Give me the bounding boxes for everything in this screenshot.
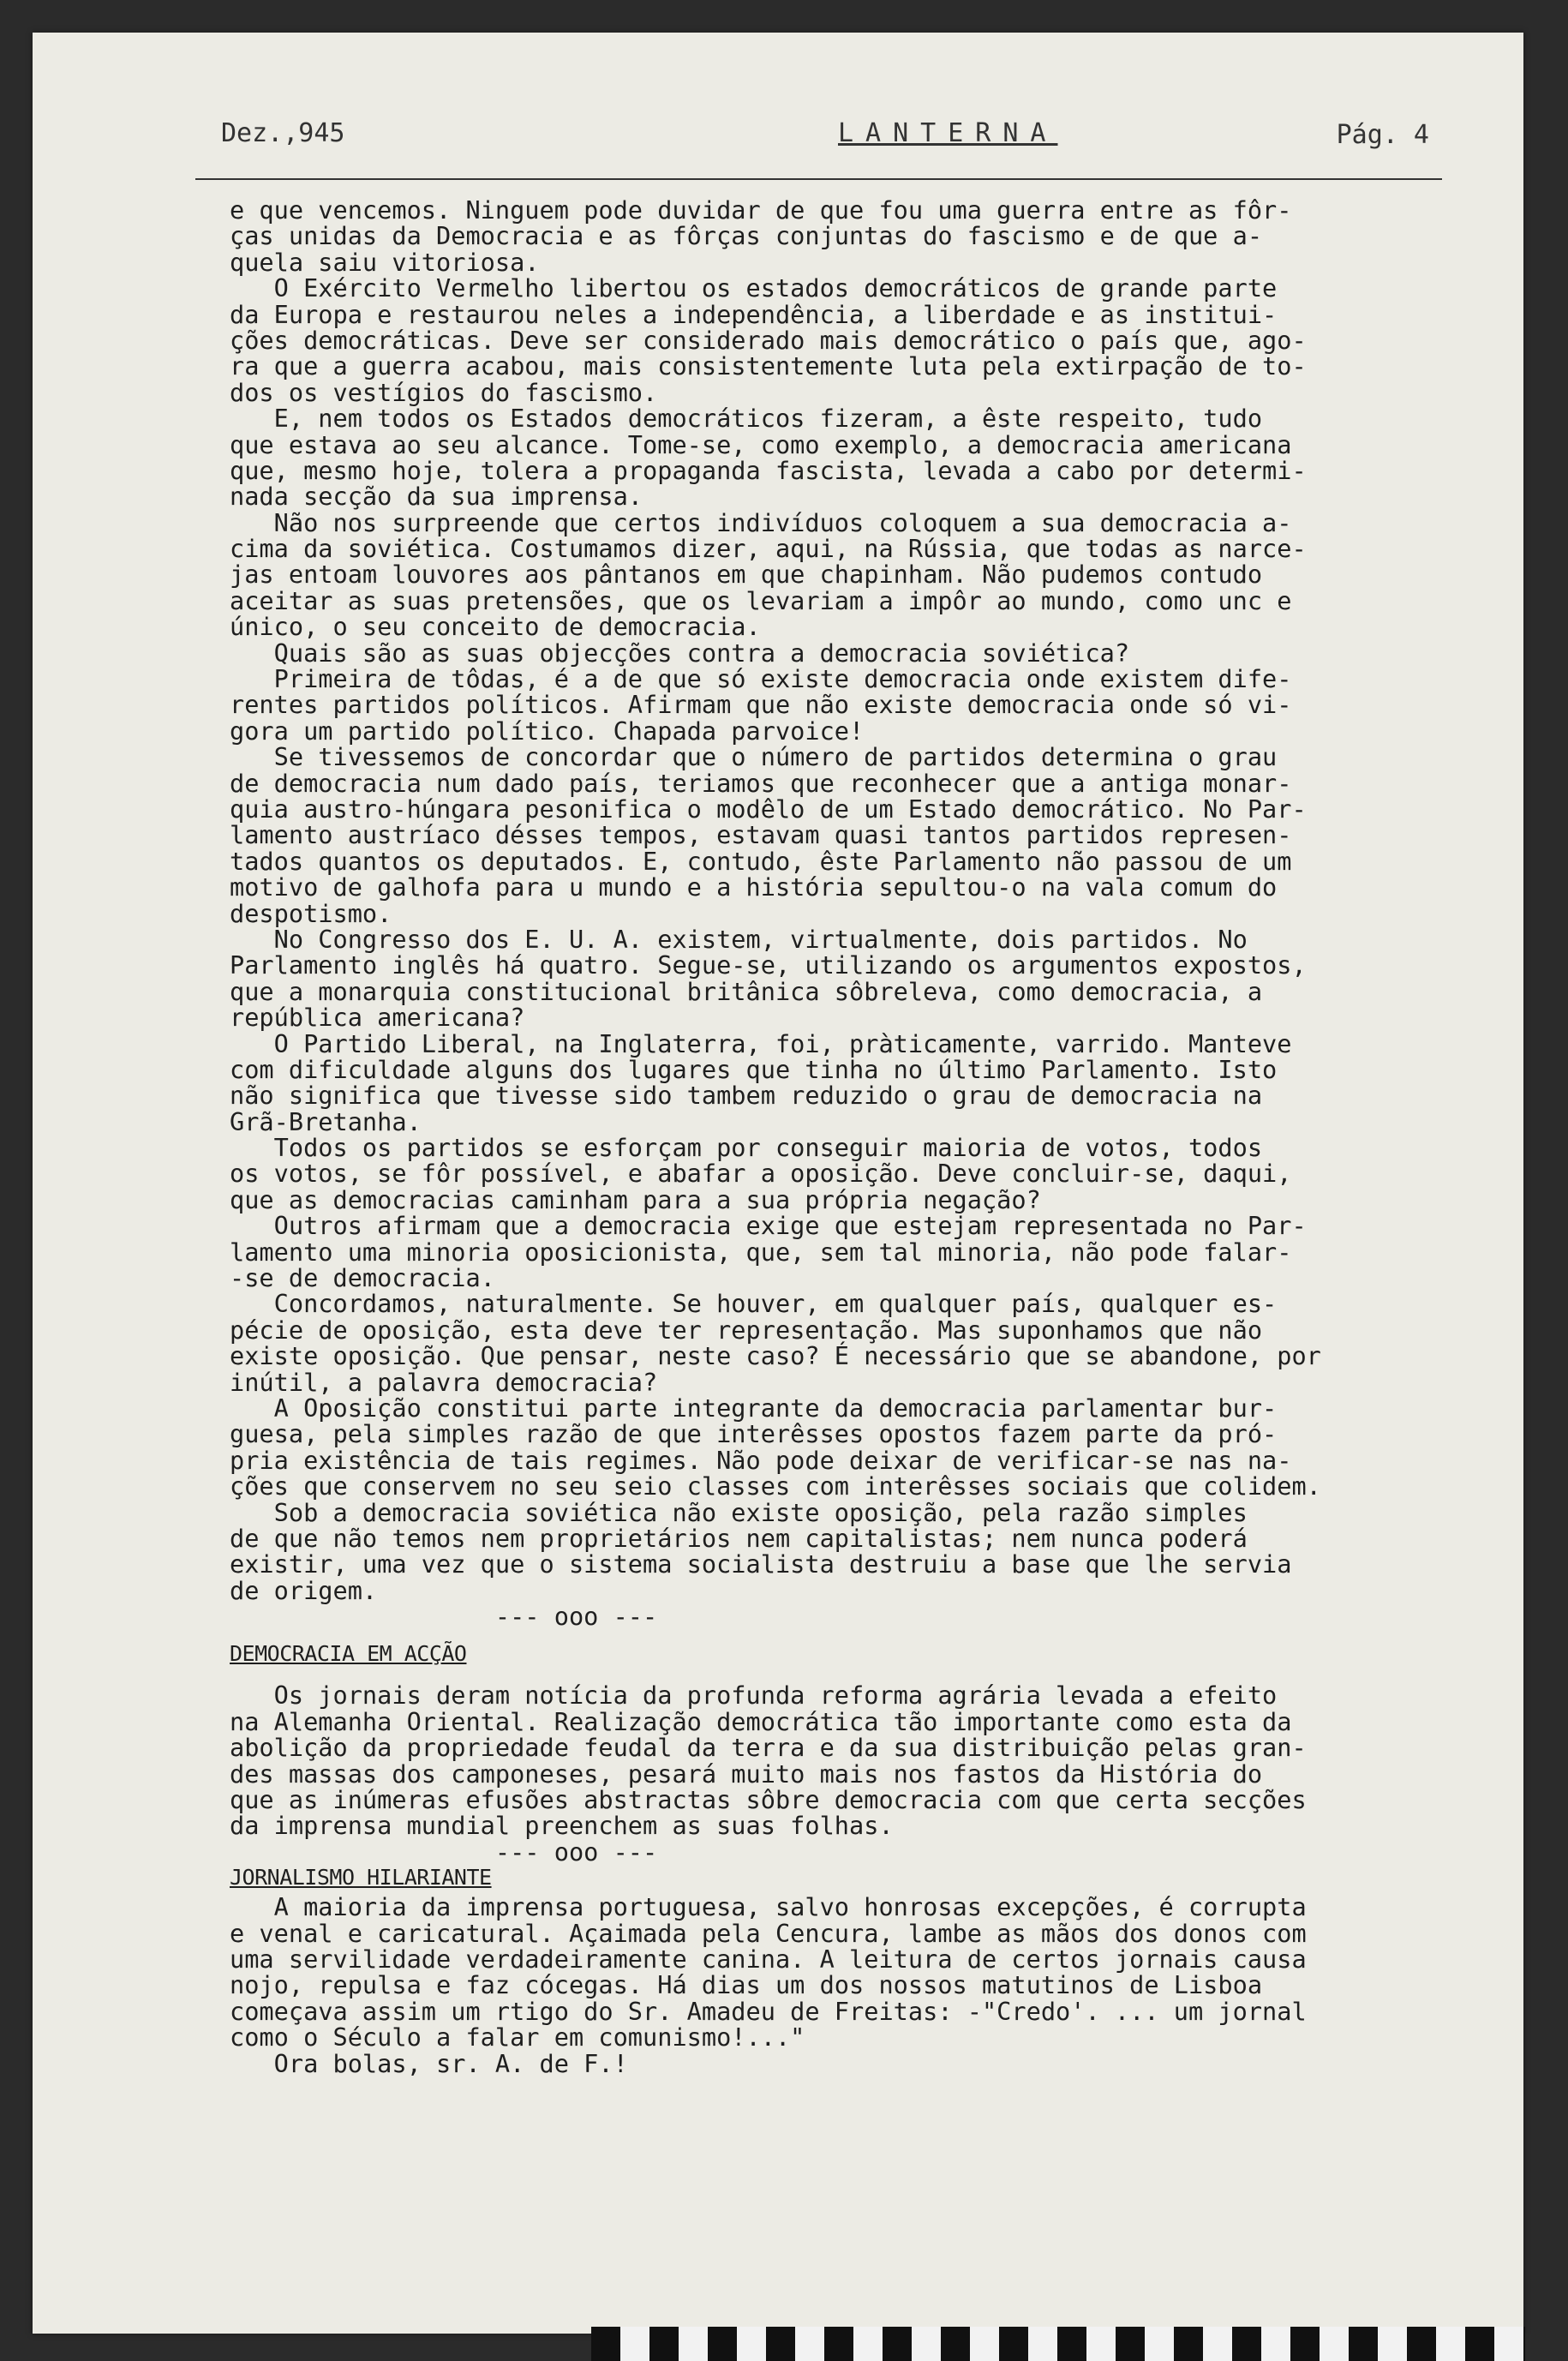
article-body	[230, 197, 1463, 2076]
text-line: Quais são as suas objecções contra a democracia soviética?	[230, 638, 1130, 668]
text-line: des massas dos camponeses, pesará muito mais nos fastos da História do	[230, 1759, 1263, 1789]
section-jornalismo-hilariante	[230, 1894, 1463, 2076]
text-line: existir, uma vez que o sistema socialista destruiu a base que lhe servia	[230, 1549, 1292, 1579]
text-line: de democracia num dado país, teriamos que reconhecer que a antiga monar-	[230, 768, 1292, 798]
text-line: Todos os partidos se esforçam por conseguir maioria de votos, todos	[230, 1133, 1263, 1163]
text-line: inútil, a palavra democracia?	[230, 1367, 658, 1397]
text-line: pécie de oposição, esta deve ter representação. Mas suponhamos que não	[230, 1315, 1263, 1345]
text-line: que, mesmo hoje, tolera a propaganda fascista, levada a cabo por determi-	[230, 455, 1307, 485]
text-line: que a monarquia constitucional britânica sôbreleva, como democracia, a	[230, 976, 1263, 1006]
text-line: Sob a democracia soviética não existe oposição, pela razão simples	[230, 1497, 1248, 1527]
text-line: começava assim um rtigo do Sr. Amadeu de Freitas: -"Credo'. ... um jornal	[230, 1996, 1307, 2026]
text-line: A maioria da imprensa portuguesa, salvo honrosas excepções, é corrupta	[230, 1892, 1307, 1922]
text-line: da Europa e restaurou neles a independência, a liberdade e as institui-	[230, 299, 1278, 329]
text-line: Ora bolas, sr. A. de F.!	[230, 2048, 628, 2078]
text-line: da imprensa mundial preenchem as suas folhas.	[230, 1811, 894, 1841]
text-line: jas entoam louvores aos pântanos em que chapinham. Não pudemos contudo	[230, 560, 1263, 590]
text-line: com dificuldade alguns dos lugares que tinha no último Parlamento. Isto	[230, 1054, 1278, 1084]
publication-title: LANTERNA	[838, 118, 1058, 148]
text-line: uma servilidade verdadeiramente canina. A leitura de certos jornais causa	[230, 1945, 1307, 1974]
text-line: ças unidas da Democracia e as fôrças conjuntas do fascismo e de que a-	[230, 221, 1263, 251]
text-line: e que vencemos. Ninguem pode duvidar de que fou uma guerra entre as fôr-	[230, 195, 1292, 225]
text-line: O Exército Vermelho libertou os estados democráticos de grande parte	[230, 273, 1278, 303]
text-line: que as inúmeras efusões abstractas sôbre democracia com que certa secções	[230, 1785, 1307, 1815]
text-line: cima da soviética. Costumamos dizer, aqui, na Rússia, que todas as narce-	[230, 534, 1307, 564]
text-line: Não nos surpreende que certos indivíduos coloquem a sua democracia a-	[230, 507, 1292, 537]
issue-date: Dez.,945	[221, 118, 345, 148]
text-line: Grã-Bretanha.	[230, 1106, 422, 1136]
text-line: os votos, se fôr possível, e abafar a oposição. Deve concluir-se, daqui,	[230, 1159, 1292, 1189]
section-separator: --- ooo ---	[230, 1837, 658, 1867]
text-line: abolição da propriedade feudal da terra e da sua distribuição pelas gran-	[230, 1733, 1307, 1763]
text-line: tados quantos os deputados. E, contudo, êste Parlamento não passou de um	[230, 846, 1292, 876]
text-line: quia austro-húngara pesonifica o modêlo de um Estado democrático. No Par-	[230, 794, 1307, 824]
text-line: Os jornais deram notícia da profunda reforma agrária levada a efeito	[230, 1681, 1278, 1711]
text-line: que as democracias caminham para a sua própria negação?	[230, 1184, 1041, 1214]
text-line: quela saiu vitoriosa.	[230, 247, 540, 277]
text-line: existe oposição. Que pensar, neste caso? É necessário que se abandone, por	[230, 1341, 1321, 1371]
text-line: pria existência de tais regimes. Não pode deixar de verificar-se nas na-	[230, 1445, 1292, 1475]
text-line: lamento austríaco désses tempos, estavam quasi tantos partidos represen-	[230, 820, 1292, 850]
page-header	[187, 118, 1429, 156]
page-number: Pág. 4	[1336, 120, 1429, 150]
section-heading-democracia-em-accao: DEMOCRACIA EM ACÇÃO	[230, 1641, 467, 1667]
main-article	[230, 197, 1463, 1603]
section-democracia-em-accao	[230, 1681, 1463, 1841]
text-line: Parlamento inglês há quatro. Segue-se, utilizando os argumentos expostos,	[230, 950, 1307, 980]
text-line: despotismo.	[230, 898, 392, 928]
text-line: na Alemanha Oriental. Realização democrática tão importante como esta da	[230, 1706, 1292, 1736]
text-line: Primeira de tôdas, é a de que só existe democracia onde existem dife-	[230, 664, 1292, 694]
text-line: república americana?	[230, 1003, 525, 1033]
text-line: não significa que tivesse sido tambem reduzido o grau de democracia na	[230, 1081, 1263, 1111]
text-line: de origem.	[230, 1575, 378, 1605]
text-line: único, o seu conceito de democracia.	[230, 612, 761, 642]
text-line: rentes partidos políticos. Afirmam que não existe democracia onde só vi-	[230, 690, 1292, 720]
newsletter-page	[33, 33, 1523, 2334]
text-line: Concordamos, naturalmente. Se houver, em qualquer país, qualquer es-	[230, 1289, 1278, 1319]
text-line: gora um partido político. Chapada parvoice!	[230, 716, 865, 746]
text-line: No Congresso dos E. U. A. existem, virtualmente, dois partidos. No	[230, 924, 1248, 954]
text-line: motivo de galhofa para u mundo e a história sepultou-o na vala comum do	[230, 872, 1278, 902]
text-line: A Oposição constitui parte integrante da democracia parlamentar bur-	[230, 1393, 1278, 1423]
text-line: -se de democracia.	[230, 1263, 495, 1293]
text-line: Se tivessemos de concordar que o número de partidos determina o grau	[230, 742, 1278, 772]
section-heading-jornalismo-hilariante: JORNALISMO HILARIANTE	[230, 1865, 492, 1891]
scale-ruler	[591, 2327, 1525, 2361]
text-line: nojo, repulsa e faz cócegas. Há dias um dos nossos matutinos de Lisboa	[230, 1970, 1263, 2000]
text-line: lamento uma minoria oposicionista, que, sem tal minoria, não pode falar-	[230, 1237, 1292, 1267]
header-rule	[195, 178, 1442, 180]
section-separator: --- ooo ---	[230, 1602, 658, 1632]
text-line: e venal e caricatural. Açaimada pela Cencura, lambe as mãos dos donos com	[230, 1918, 1307, 1948]
text-line: ções que conservem no seu seio classes com interêsses sociais que colidem.	[230, 1471, 1321, 1501]
text-line: nada secção da sua imprensa.	[230, 482, 643, 512]
text-line: aceitar as suas pretensões, que os levariam a impôr ao mundo, como unc e	[230, 585, 1292, 615]
text-line: guesa, pela simples razão de que interêsses opostos fazem parte da pró-	[230, 1419, 1278, 1449]
text-line: E, nem todos os Estados democráticos fizeram, a êste respeito, tudo	[230, 404, 1263, 434]
text-line: como o Século a falar em comunismo!..."	[230, 2022, 805, 2052]
text-line: de que não temos nem proprietários nem capitalistas; nem nunca poderá	[230, 1523, 1248, 1553]
text-line: O Partido Liberal, na Inglaterra, foi, pràticamente, varrido. Manteve	[230, 1028, 1292, 1058]
text-line: Outros afirmam que a democracia exige que estejam representada no Par-	[230, 1211, 1307, 1241]
text-line: ções democráticas. Deve ser considerado mais democrático o país que, ago-	[230, 325, 1307, 355]
text-line: que estava ao seu alcance. Tome-se, como exemplo, a democracia americana	[230, 429, 1292, 459]
text-line: dos os vestígios do fascismo.	[230, 377, 658, 407]
text-line: ra que a guerra acabou, mais consistentemente luta pela extirpação de to-	[230, 351, 1307, 381]
